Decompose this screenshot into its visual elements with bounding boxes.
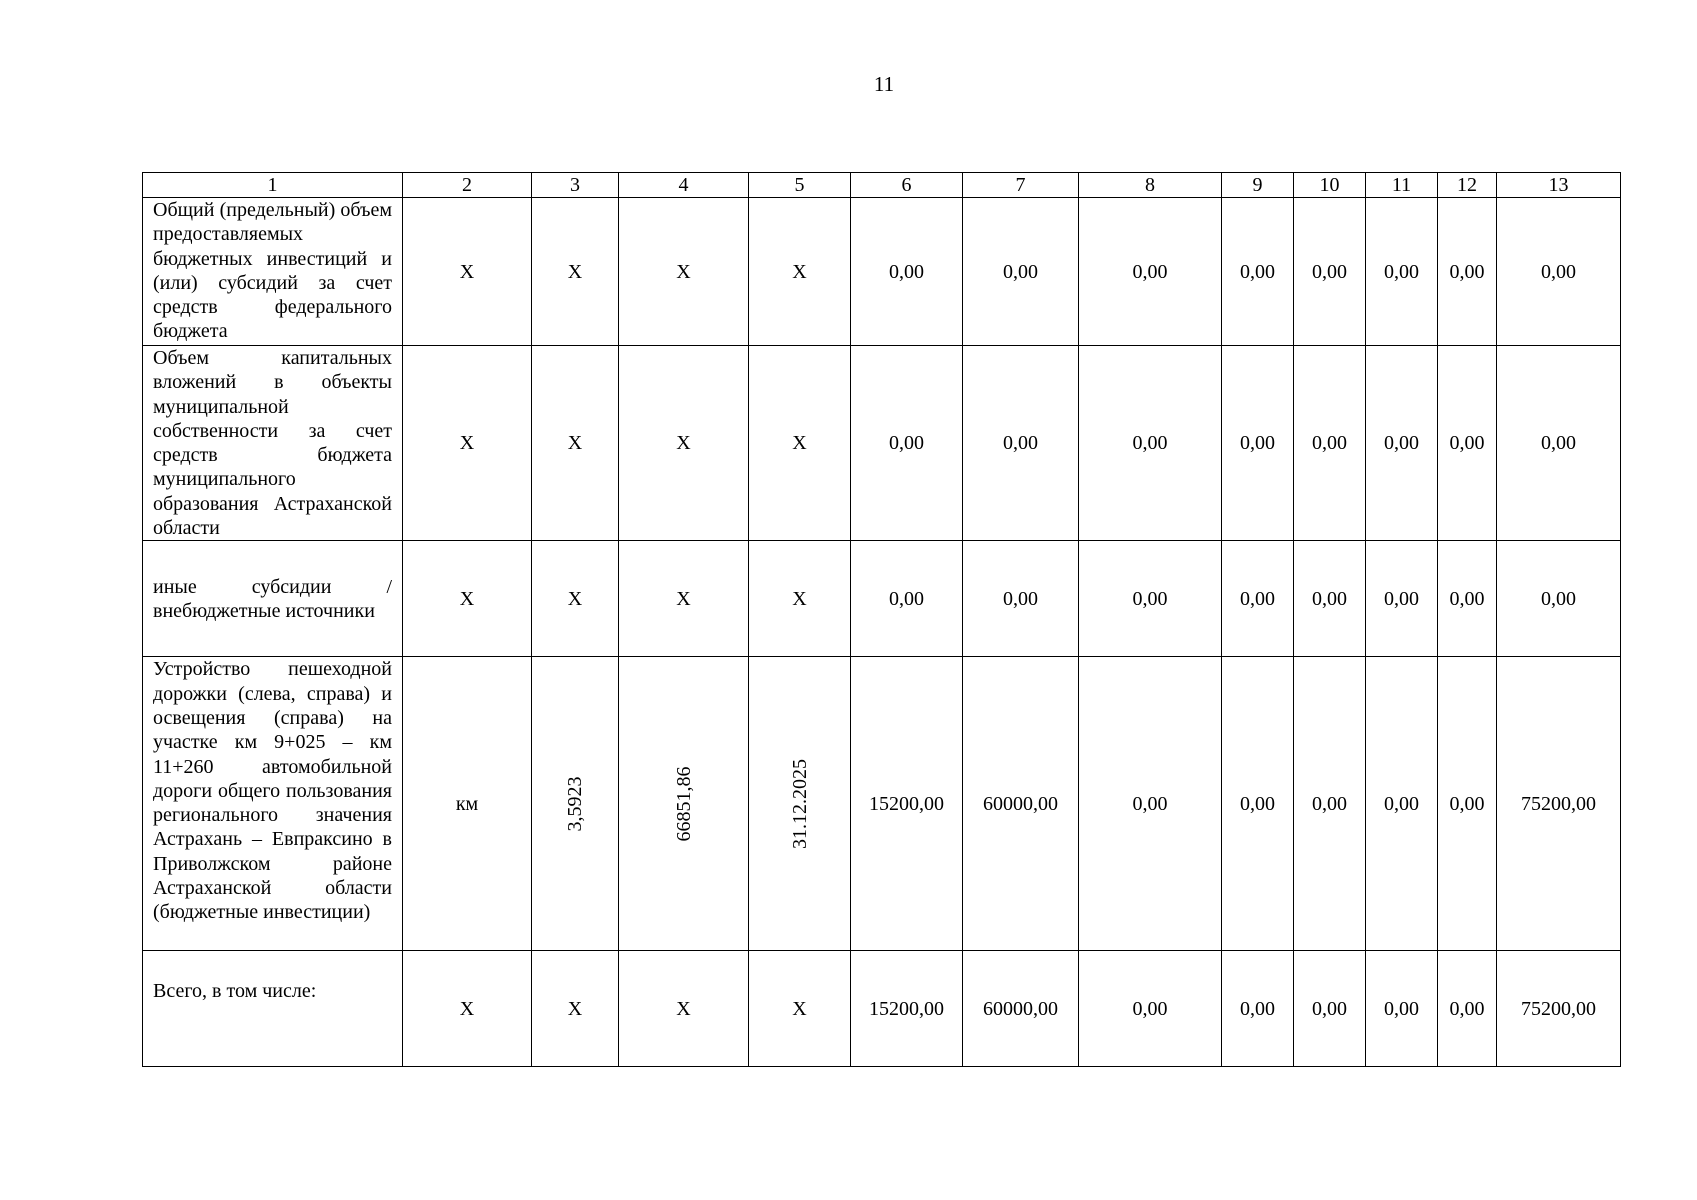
table-cell xyxy=(619,657,749,951)
rotated-value: 66851,86 xyxy=(672,766,695,842)
rotated-value: 31.12.2025 xyxy=(788,758,811,849)
column-number: 3 xyxy=(532,173,619,198)
table-cell: 0,00 xyxy=(851,198,963,346)
table-cell: X xyxy=(619,198,749,346)
table-cell: 0,00 xyxy=(1438,951,1497,1067)
table-cell: X xyxy=(532,346,619,541)
table-cell: 0,00 xyxy=(1222,657,1294,951)
column-number: 6 xyxy=(851,173,963,198)
table-cell: 0,00 xyxy=(1366,951,1438,1067)
table-cell: 75200,00 xyxy=(1497,951,1621,1067)
table-cell: 0,00 xyxy=(1438,657,1497,951)
table-cell: 0,00 xyxy=(1079,951,1222,1067)
table-cell: 0,00 xyxy=(1222,541,1294,657)
table-cell xyxy=(532,657,619,951)
table-cell: X xyxy=(619,346,749,541)
table-cell: 0,00 xyxy=(1366,346,1438,541)
table-cell: X xyxy=(403,198,532,346)
column-number: 11 xyxy=(1366,173,1438,198)
table-cell: X xyxy=(749,198,851,346)
column-number: 2 xyxy=(403,173,532,198)
table-cell: 0,00 xyxy=(1294,198,1366,346)
table-cell: 0,00 xyxy=(1079,657,1222,951)
column-number: 12 xyxy=(1438,173,1497,198)
table-cell: 0,00 xyxy=(1222,198,1294,346)
table-row xyxy=(143,541,1621,657)
table-cell: X xyxy=(403,346,532,541)
table-cell: 0,00 xyxy=(1222,951,1294,1067)
table-cell xyxy=(749,657,851,951)
table-cell: 0,00 xyxy=(1079,198,1222,346)
table-cell: 0,00 xyxy=(1366,198,1438,346)
column-number: 4 xyxy=(619,173,749,198)
column-number: 8 xyxy=(1079,173,1222,198)
column-number: 13 xyxy=(1497,173,1621,198)
table-cell: 0,00 xyxy=(1438,346,1497,541)
table-cell: X xyxy=(749,541,851,657)
row-description: иные субсидии / внебюджетные источники xyxy=(143,541,403,657)
table-cell: 0,00 xyxy=(1294,657,1366,951)
investment-table xyxy=(142,172,1621,1067)
column-number: 1 xyxy=(143,173,403,198)
table-cell: 0,00 xyxy=(851,346,963,541)
table-cell: 60000,00 xyxy=(963,657,1079,951)
row-description: Всего, в том числе: xyxy=(143,951,403,1067)
table-cell: 0,00 xyxy=(1366,657,1438,951)
column-number-row xyxy=(143,173,1621,198)
table-cell: км xyxy=(403,657,532,951)
table-cell: X xyxy=(403,541,532,657)
table-cell: X xyxy=(619,541,749,657)
table-cell: X xyxy=(532,951,619,1067)
table-cell: 0,00 xyxy=(1497,346,1621,541)
table-cell: 0,00 xyxy=(1079,541,1222,657)
column-number: 9 xyxy=(1222,173,1294,198)
row-description: Объем капитальных вложений в объекты муниципальной собственности за счет средств бюджета муниципального образования Астраханской области xyxy=(143,346,403,541)
table-cell: 0,00 xyxy=(851,541,963,657)
table-cell: 15200,00 xyxy=(851,951,963,1067)
rotated-value: 3,5923 xyxy=(564,776,586,832)
table-cell: 0,00 xyxy=(1497,541,1621,657)
column-number: 10 xyxy=(1294,173,1366,198)
table-cell: 0,00 xyxy=(963,346,1079,541)
table-cell: X xyxy=(532,198,619,346)
table-cell: 0,00 xyxy=(1438,198,1497,346)
table-row xyxy=(143,198,1621,346)
table-row xyxy=(143,951,1621,1067)
table-cell: X xyxy=(749,346,851,541)
table-cell: X xyxy=(403,951,532,1067)
table-cell: X xyxy=(619,951,749,1067)
table-cell: X xyxy=(532,541,619,657)
row-description: Общий (предельный) объем предоставляемых бюджетных инвестиций и (или) субсидий за счет средств федерального бюджета xyxy=(143,198,403,346)
table-cell: 60000,00 xyxy=(963,951,1079,1067)
table-cell: 0,00 xyxy=(1366,541,1438,657)
table-cell: 15200,00 xyxy=(851,657,963,951)
table-cell: 0,00 xyxy=(1497,198,1621,346)
table-cell: X xyxy=(749,951,851,1067)
table-cell: 0,00 xyxy=(1294,951,1366,1067)
table-row xyxy=(143,657,1621,951)
table-cell: 75200,00 xyxy=(1497,657,1621,951)
column-number: 7 xyxy=(963,173,1079,198)
column-number: 5 xyxy=(749,173,851,198)
table-cell: 0,00 xyxy=(1438,541,1497,657)
table-cell: 0,00 xyxy=(1294,346,1366,541)
table-cell: 0,00 xyxy=(1079,346,1222,541)
row-description: Устройство пешеходной дорожки (слева, справа) и освещения (справа) на участке км 9+025 – км 11+260 автомобильной дороги общего пользования регионального значения Астрахань – Евпраксино в Приволжском районе Астраханской области (бюджетные инвестиции) xyxy=(143,657,403,951)
table-cell: 0,00 xyxy=(1294,541,1366,657)
table-cell: 0,00 xyxy=(1222,346,1294,541)
page-number: 11 xyxy=(873,72,895,96)
table-row xyxy=(143,346,1621,541)
table-cell: 0,00 xyxy=(963,198,1079,346)
table-cell: 0,00 xyxy=(963,541,1079,657)
